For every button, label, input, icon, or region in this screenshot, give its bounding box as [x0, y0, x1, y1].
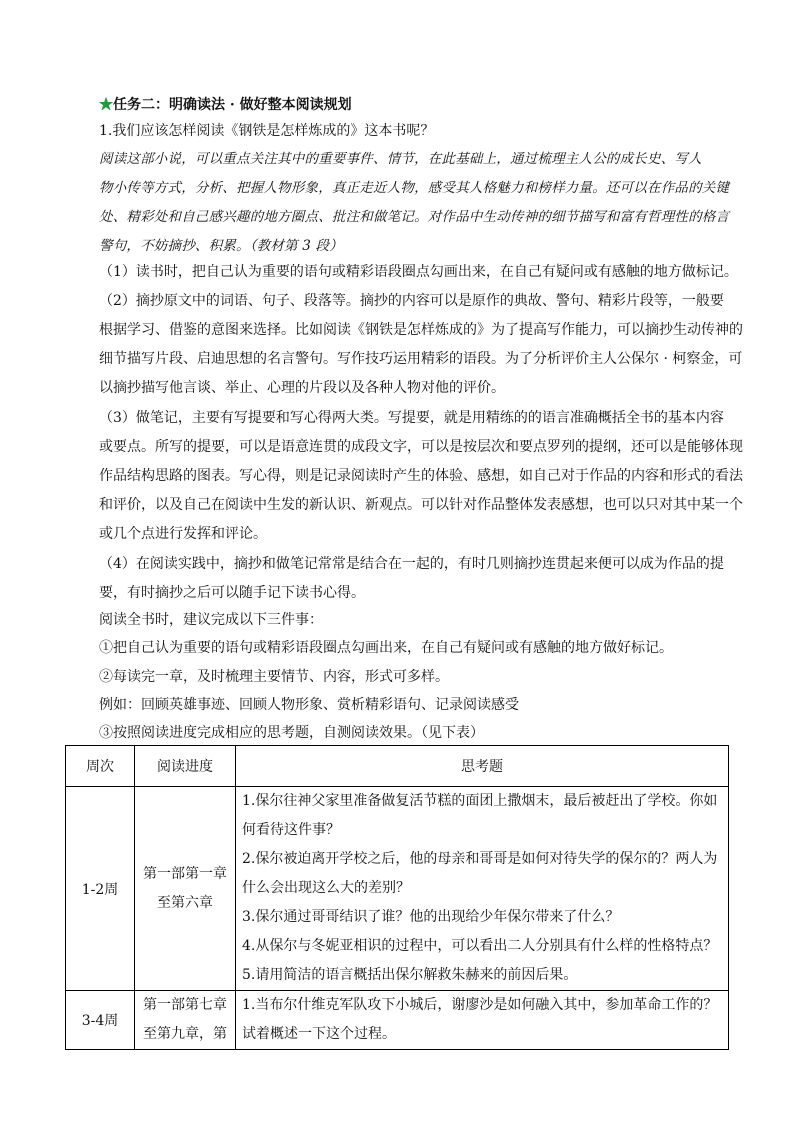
progress-cell: [135, 991, 236, 1050]
table-row: [66, 991, 729, 1050]
method-2-line: 以摘抄描写他言谈、举止、心理的片段以及各种人物对他的评价。: [99, 380, 505, 396]
method-2-line: （2）摘抄原文中的词语、句子、段落等。摘抄的内容可以是原作的典故、警句、精彩片段等，一般要: [99, 293, 724, 309]
task-title: 任务二：明确读法 · 做好整本阅读规划: [113, 97, 352, 113]
method-4-line: 要，有时摘抄之后可以随手记下读书心得。: [99, 585, 365, 601]
task-item: ①把自己认为重要的语句或精彩语段圈点勾画出来，在自己有疑问或有感触的地方做好标记。: [99, 640, 673, 656]
method-3-line: （3）做笔记，主要有写提要和写心得两大类。写提要，就是用精练的的语言准确概括全书的基本内容: [99, 410, 724, 426]
progress-line: 至第九章，第: [143, 1026, 227, 1042]
header-week: 周次: [66, 746, 135, 787]
question-line: 1.保尔往神父家里准备做复活节糕的面团上撒烟末，最后被赶出了学校。你如: [242, 793, 718, 809]
excerpt-line: 处、精彩处和自己感兴趣的地方圈点、批注和做笔记。对作品中生动传神的细节描写和富有哲理性的格言: [99, 209, 730, 225]
progress-line: 第一部第一章: [143, 865, 227, 882]
reading-plan-table: [65, 745, 729, 1050]
question-line: 2.保尔被迫离开学校之后，他的母亲和哥哥是如何对待失学的保尔的？两人为: [242, 851, 718, 867]
week-cell: 3-4周: [66, 991, 135, 1050]
method-1: （1）读书时，把自己认为重要的语句或精彩语段圈点勾画出来，在自己有疑问或有感触的地方做标记。: [99, 264, 738, 280]
question-line: 5.请用简洁的语言概括出保尔解救朱赫来的前因后果。: [242, 967, 578, 983]
task-heading: [99, 96, 352, 114]
table-row: [66, 787, 729, 991]
progress-cell: [135, 787, 236, 991]
method-3-line: 和评价，以及自己在阅读中生发的新认识、新观点。可以针对作品整体发表感想，也可以只对其中某一个: [99, 497, 743, 513]
question-line: 何看待这件事？: [242, 822, 340, 838]
question-line: 试着概述一下这个过程。: [242, 1026, 396, 1042]
method-3-line: 或几个点进行发挥和评论。: [99, 526, 267, 542]
method-4-line: （4）在阅读实践中，摘抄和做笔记常常是结合在一起的，有时几则摘抄连贯起来便可以成为作品的提: [99, 556, 724, 572]
table-header-row: [66, 746, 729, 787]
question-line: 3.保尔通过哥哥结识了谁？他的出现给少年保尔带来了什么？: [242, 909, 620, 925]
question-line: 什么会出现这么大的差别？: [242, 880, 410, 896]
questions-cell: [236, 991, 729, 1050]
method-3-line: 作品结构思路的图表。写心得，则是记录阅读时产生的体验、感想，如自己对于作品的内容和形式的看法: [99, 468, 743, 484]
excerpt-line: 警句，不妨摘抄、积累。（教材第 3 段）: [99, 238, 343, 254]
task-item: ②每读完一章，及时梳理主要情节、内容，形式可多样。: [99, 669, 449, 685]
task-example: 例如：回顾英雄事迹、回顾人物形象、赏析精彩语句、记录阅读感受: [99, 697, 519, 713]
progress-line: 至第六章: [157, 894, 213, 911]
question-line: 1.当布尔什维克军队攻下小城后，谢廖沙是如何融入其中，参加革命工作的？: [242, 997, 718, 1013]
week-cell: 1-2周: [66, 787, 135, 991]
tasks-intro: 阅读全书时，建议完成以下三件事：: [99, 612, 323, 628]
question-1: 1.我们应该怎样阅读《钢铁是怎样炼成的》这本书呢？: [99, 123, 435, 139]
task-item: ③按照阅读进度完成相应的思考题，自测阅读效果。（见下表）: [99, 725, 484, 741]
progress-line: 第一部第七章: [143, 997, 227, 1013]
header-progress: 阅读进度: [135, 746, 236, 787]
excerpt-line: 物小传等方式，分析、把握人物形象，真正走近人物，感受其人格魅力和榜样力量。还可以在作品的关键: [99, 180, 730, 196]
method-3-line: 或要点。所写的提要，可以是语意连贯的成段文字，可以是按层次和要点罗列的提纲，还可以是能够体现: [99, 439, 743, 455]
header-questions: 思考题: [236, 746, 729, 787]
excerpt-line: 阅读这部小说，可以重点关注其中的重要事件、情节，在此基础上，通过梳理主人公的成长史、写人: [99, 151, 702, 167]
method-2-line: 根据学习、借鉴的意图来选择。比如阅读《钢铁是怎样炼成的》为了提高写作能力，可以摘抄生动传神的: [99, 322, 743, 338]
questions-cell: [236, 787, 729, 991]
star-icon: ★: [99, 97, 113, 113]
method-2-line: 细节描写片段、启迪思想的名言警句。写作技巧运用精彩的语段。为了分析评价主人公保尔 · 柯察金，可: [99, 351, 743, 367]
question-line: 4.从保尔与冬妮亚相识的过程中，可以看出二人分别具有什么样的性格特点？: [242, 938, 718, 954]
